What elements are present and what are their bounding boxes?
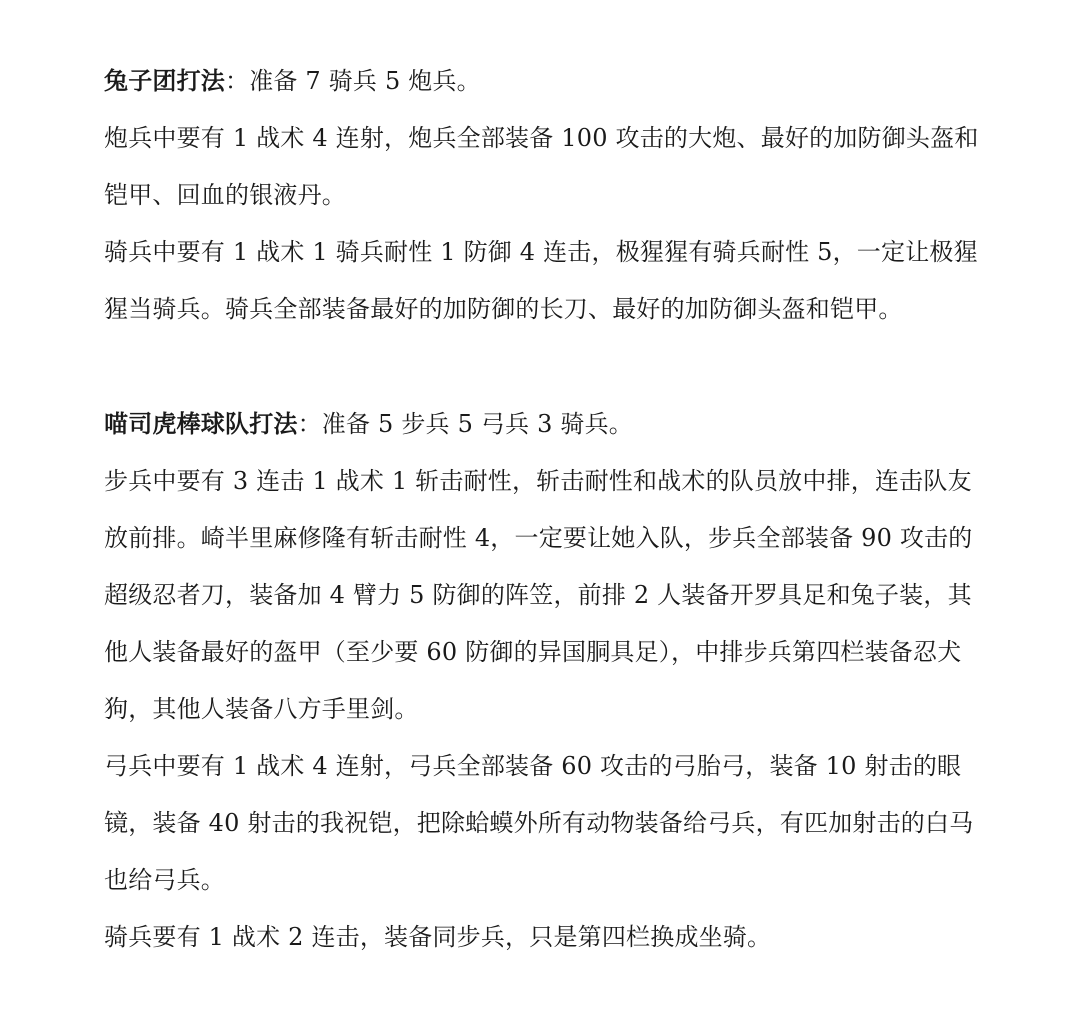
heading-detail: ：准备 7 骑兵 5 炮兵。 [225, 67, 481, 95]
section-heading [104, 395, 984, 453]
paragraph-artillery: 炮兵中要有 1 战术 4 连射，炮兵全部装备 100 攻击的大炮、最好的加防御头盔和铠甲、回血的银液丹。 [104, 124, 979, 209]
heading-detail: ：准备 5 步兵 5 弓兵 3 骑兵。 [297, 410, 633, 438]
paragraph-cavalry: 骑兵中要有 1 战术 1 骑兵耐性 1 防御 4 连击，极猩猩有骑兵耐性 5，一定让极猩猩当骑兵。骑兵全部装备最好的加防御的长刀、最好的加防御头盔和铠甲。 [104, 238, 978, 323]
document-page [104, 52, 984, 966]
paragraph-cavalry: 骑兵要有 1 战术 2 连击，装备同步兵，只是第四栏换成坐骑。 [104, 923, 772, 951]
section-rabbit-team [104, 52, 984, 338]
paragraph-archers: 弓兵中要有 1 战术 4 连射，弓兵全部装备 60 攻击的弓胎弓，装备 10 射击的眼镜，装备 40 射击的我祝铠，把除蛤蟆外所有动物装备给弓兵，有匹加射击的白马也给弓兵。 [104, 752, 974, 894]
section-cat-baseball-team [104, 395, 984, 966]
section-heading [104, 52, 984, 110]
heading-name: 喵司虎棒球队打法 [104, 409, 298, 438]
paragraph-infantry: 步兵中要有 3 连击 1 战术 1 斩击耐性，斩击耐性和战术的队员放中排，连击队友放前排。崎半里麻修隆有斩击耐性 4，一定要让她入队，步兵全部装备 90 攻击的超级忍者刀，装备加 4 臂力 5 防御的阵笠，前排 2 人装备开罗具足和兔子装，其他人装备最好的盔甲（至少要 60 防御的异国胴具足），中排步兵第四栏装备忍犬狗，其他人装备八方手里剑。 [104, 467, 973, 723]
heading-name: 兔子团打法 [104, 66, 225, 95]
